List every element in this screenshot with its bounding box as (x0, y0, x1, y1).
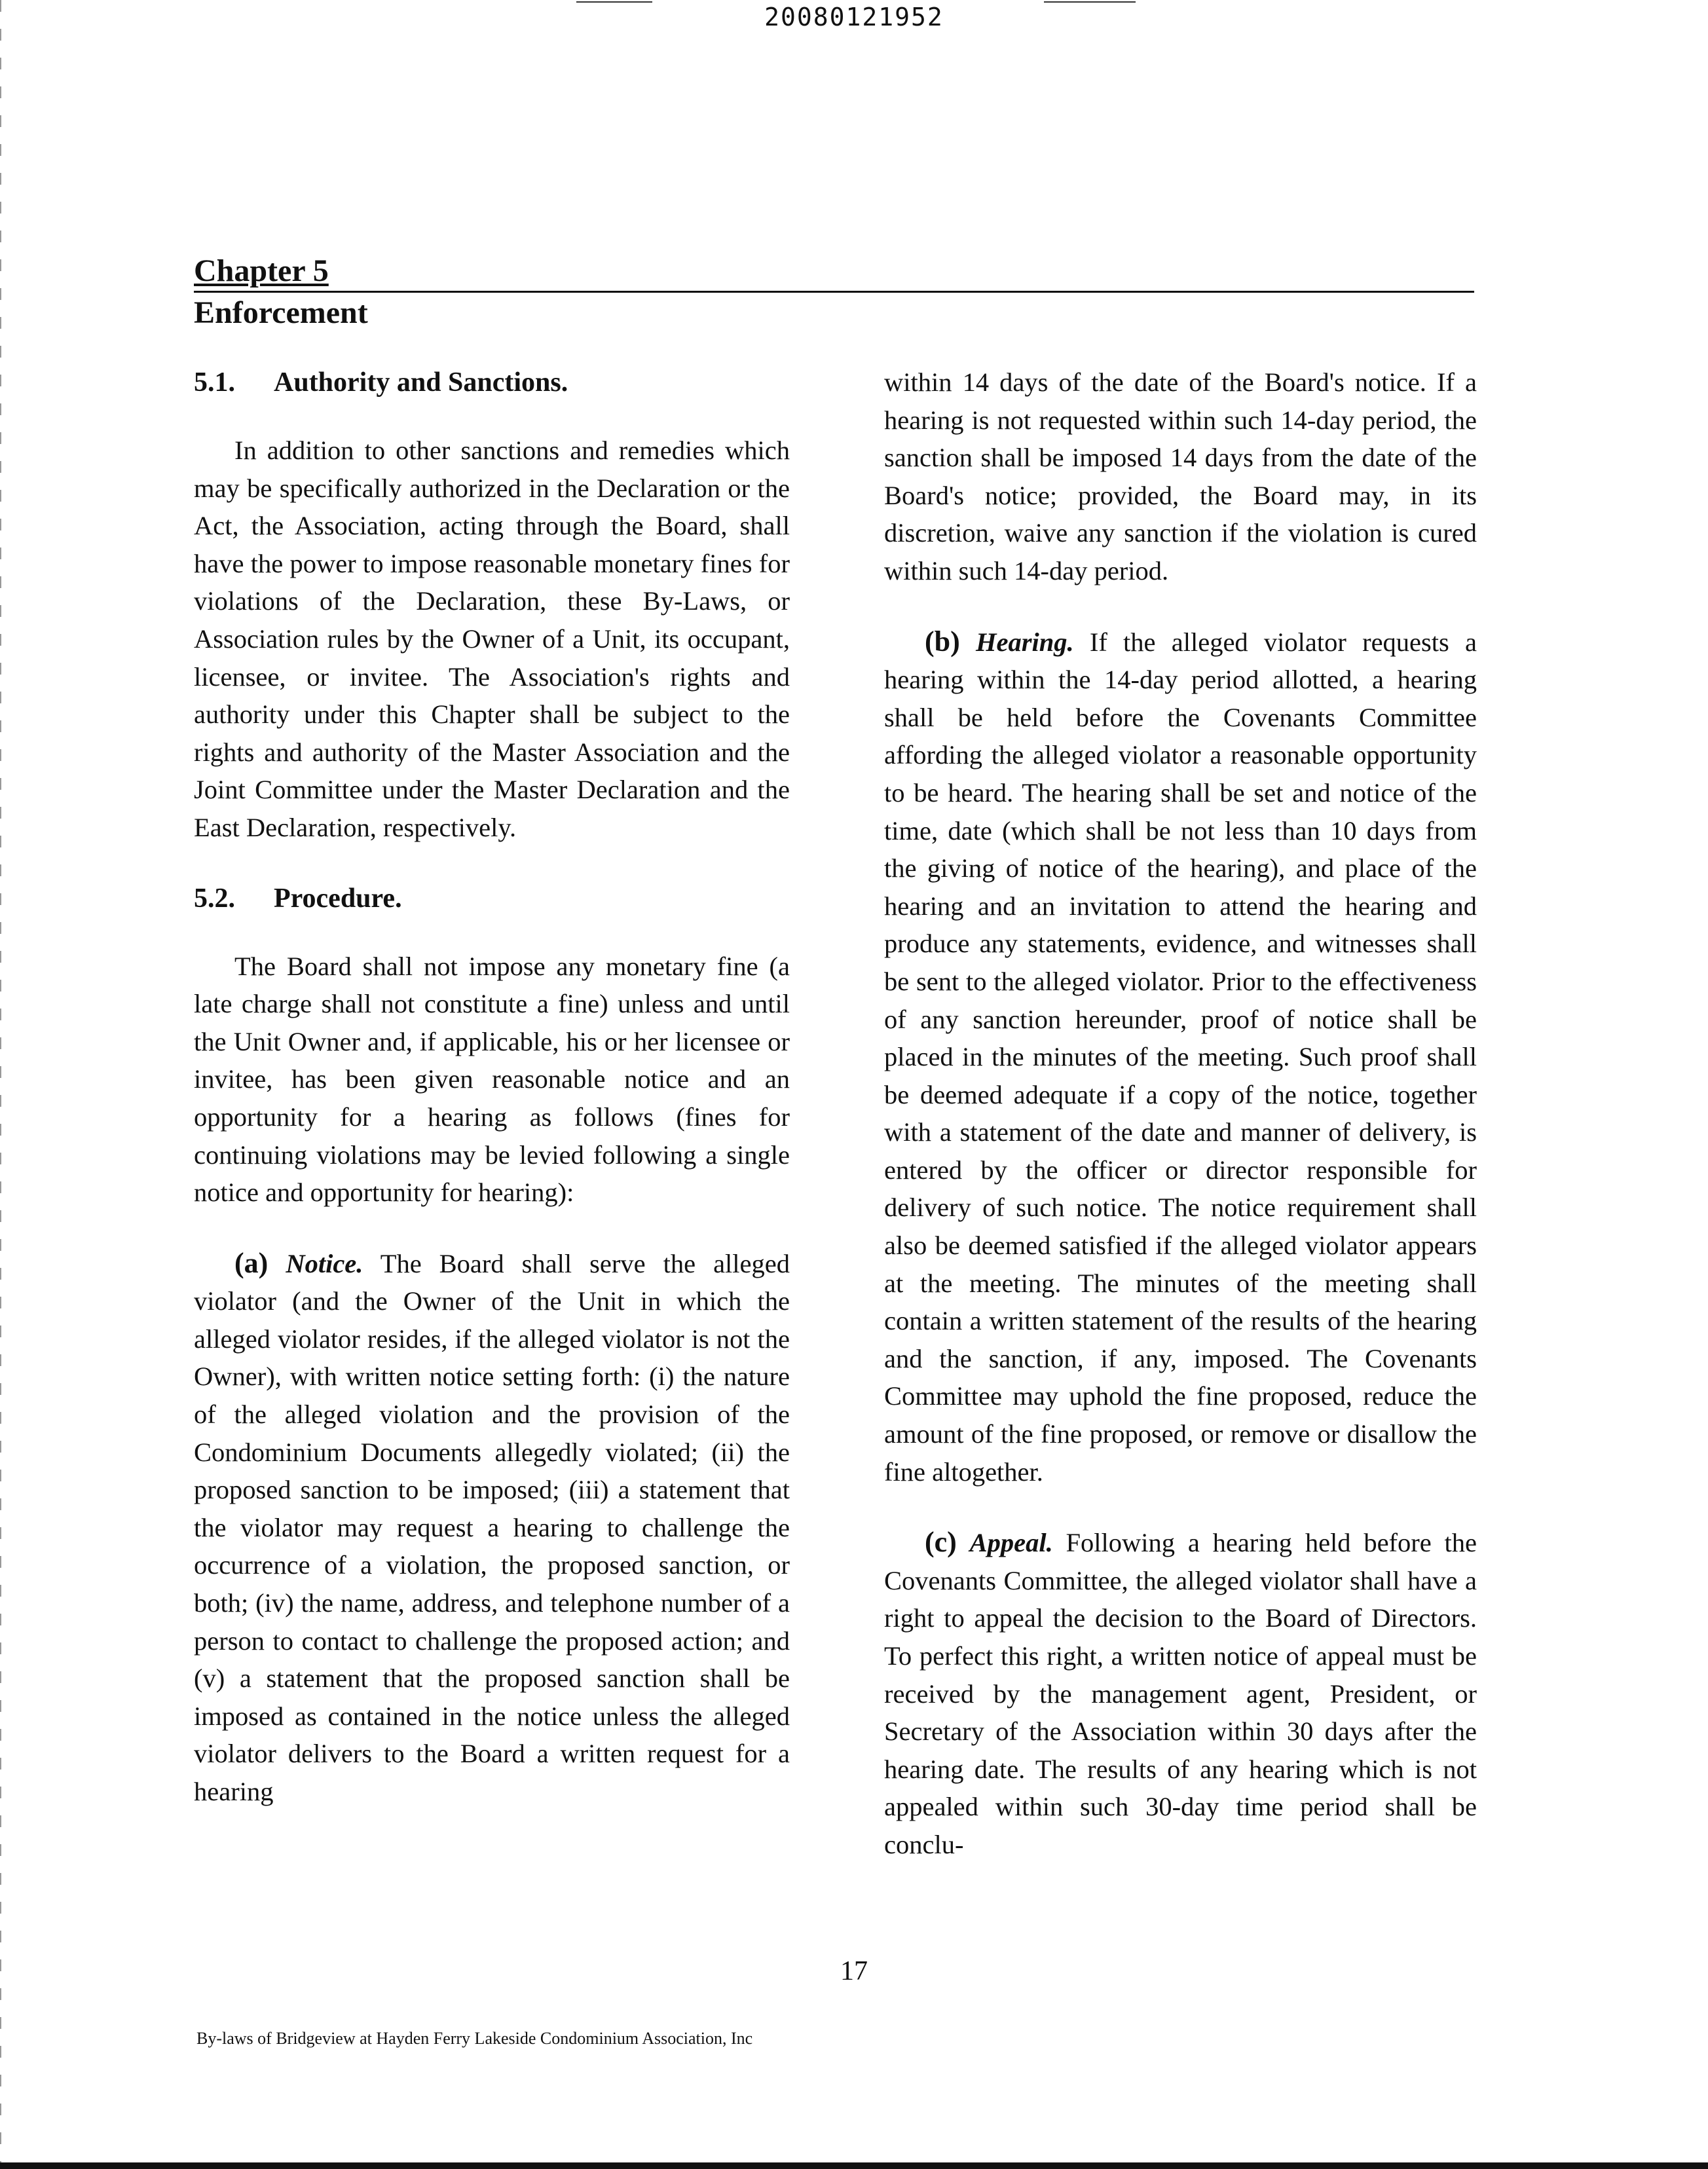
chapter-name: Enforcement (194, 295, 368, 330)
footer-note: By-laws of Bridgeview at Hayden Ferry Lakeside Condominium Association, Inc (196, 2029, 753, 2048)
section-number: 5.2. (194, 883, 235, 914)
chapter-title: Chapter 5 (194, 253, 329, 288)
section-heading-5-1 (194, 363, 790, 401)
hearing-paragraph (884, 623, 1477, 1491)
notice-title: Notice. (286, 1248, 363, 1278)
left-column (194, 363, 790, 1844)
hearing-label: (b) (925, 625, 960, 658)
section-5-1-paragraph: In addition to other sanctions and remedies which may be specifically authorized in the Declaration or the Act, the Association, acting through the Board, shall have the power to impose reasonable monetary fines for violations of the Declaration, these By-Laws, or Association rules by the Owner of a Unit, its occupant, licensee, or invitee. The Association's rights and authority under this Chapter shall be subject to the rights and authority of the Master Association and the Joint Committee under the Master Declaration and the East Declaration, respectively. (194, 436, 790, 842)
notice-label: (a) (234, 1246, 269, 1279)
document-id: 20080121952 (764, 3, 944, 31)
chapter-title-line (194, 253, 1474, 293)
appeal-text: Following a hearing held before the Covenants Committee, the alleged violator shall have a right to appeal the decision to the Board of Directors. To perfect this right, a written notice of appeal must be received by the management agent, President, or Secretary of the Association within 30 days after the hearing date. The results of any hearing which is not appealed within such 30-day time period shall be conclu- (884, 1528, 1477, 1859)
notice-paragraph (194, 1244, 790, 1811)
section-title: Procedure. (274, 883, 402, 914)
section-title: Authority and Sanctions. (274, 367, 568, 398)
scan-bottom-border (0, 2162, 1708, 2169)
appeal-label: (c) (925, 1526, 957, 1559)
notice-text: The Board shall serve the alleged violator (and the Owner of the Unit in which the alleged violator resides, if the alleged violator is not the Owner), with written notice setting forth: (i) the nature of the alleged violation and the provision of the Condominium Documents allegedly violated; (ii) the proposed sanction to be imposed; (iii) a statement that the violator may request a hearing to challenge the occurrence of a violation, the proposed sanction, or both; (iv) the name, address, and telephone number of a person to contact to challenge the proposed action; and (v) a statement that the proposed sanction shall be imposed as contained in the notice unless the alleged violator delivers to the Board a written request for a hearing (194, 1248, 790, 1806)
appeal-title: Appeal. (969, 1528, 1053, 1558)
page-number: 17 (840, 1956, 868, 1986)
section-heading-5-2 (194, 880, 790, 918)
section-5-2-intro: The Board shall not impose any monetary fine (a late charge shall not constitute a fine) unless and until the Unit Owner and, if applicable, his or her licensee or invitee, has been given reasonable notice and an opportunity for a hearing as follows (fines for continuing violations may be levied following a single notice and opportunity for hearing): (194, 951, 790, 1208)
section-number: 5.1. (194, 367, 235, 398)
notice-continued: within 14 days of the date of the Board's notice. If a hearing is not requested within such 14-day period, the sanction shall be imposed 14 days from the date of the Board's notice; provided, the Board may, in its discretion, waive any sanction if the violation is cured within such 14-day period. (884, 367, 1477, 585)
hearing-text: If the alleged violator requests a hearing within the 14-day period allotted, a hearing shall be held before the Covenants Committee affording the alleged violator a reasonable opportunity to be heard. The hearing shall be set and notice of the time, date (which shall be not less than 10 days from the giving of notice of the hearing), and place of the hearing and an invitation to attend the hearing and produce any statements, evidence, and witnesses shall be sent to the alleged violator. Prior to the effectiveness of any sanction hereunder, proof of notice shall be placed in the minutes of the meeting. Such proof shall be deemed adequate if a copy of the notice, together with a statement of the date and manner of delivery, is entered by the officer or director responsible for delivery of such notice. The notice requirement shall also be deemed satisfied if the alleged violator appears at the meeting. The minutes of the meeting shall contain a written statement of the results of the hearing and the sanction, if any, imposed. The Covenants Committee may uphold the fine proposed, reduce the amount of the fine proposed, or remove or disallow the fine altogether. (884, 627, 1477, 1487)
appeal-paragraph (884, 1523, 1477, 1863)
right-column (884, 363, 1477, 1897)
scan-edge (0, 0, 1, 2169)
hearing-title: Hearing. (976, 627, 1074, 657)
chapter-heading (194, 253, 1474, 333)
